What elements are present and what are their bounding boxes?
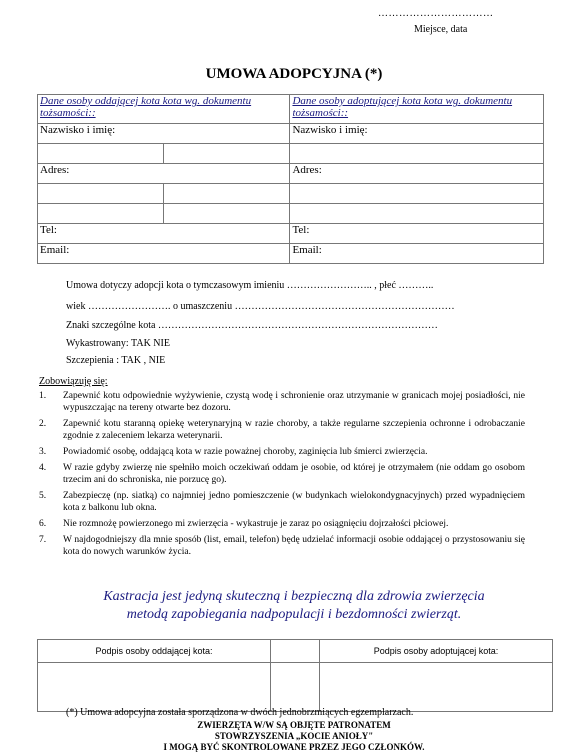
adopter-address-field[interactable]	[290, 164, 544, 184]
item-text: Powiadomić osobę, oddającą kota w razie poważnej choroby, zaginięcia lub śmierci zwierzęcia.	[63, 447, 428, 457]
adopter-address-label: Adres:	[292, 164, 322, 176]
giver-signature-label: Podpis osoby oddającej kota:	[38, 640, 271, 663]
giver-header: Dane osoby oddającej kota kota wg. dokumentu tożsamości::	[38, 95, 290, 124]
giver-blank-cell[interactable]	[38, 184, 164, 204]
adopter-signature-field[interactable]	[320, 663, 553, 712]
giver-phone-field[interactable]	[38, 224, 290, 244]
giver-blank-cell[interactable]	[164, 144, 290, 164]
item-text: Zapewnić kotu odpowiednie wyżywienie, czystą wodę i schronienie oraz utrzymanie w granicach mojej posiadłości, nie wypuszczając na tereny otwarte bez dozoru.	[63, 391, 525, 413]
cat-name-sex-line[interactable]: Umowa dotyczy adopcji kota o tymczasowym imieniu …………………….. , płeć ………..	[66, 280, 434, 291]
list-item	[39, 490, 525, 514]
adopter-blank-cell[interactable]	[290, 184, 544, 204]
signature-spacer	[271, 663, 320, 712]
giver-phone-label: Tel:	[40, 224, 57, 236]
obligations-list	[39, 390, 525, 562]
list-item	[39, 390, 525, 414]
item-text: Zabezpieczę (np. siatką) co najmniej jedno pomieszczenie (w budynkach wielokondygnacyjnych) przed wypadnięciem kota z balkonu lub okna.	[63, 491, 525, 513]
parties-table	[37, 94, 544, 264]
adopter-phone-label: Tel:	[292, 224, 310, 236]
item-text: Zapewnić kotu staranną opiekę weterynaryjną w razie choroby, a także regularne szczepienia ochronne i odrobaczanie zgodnie z zaleceniem lekarza weterynarii.	[63, 419, 525, 441]
cat-marks-line[interactable]: Znaki szczególne kota …………………………………………………………………………	[66, 320, 438, 331]
adopter-email-field[interactable]	[290, 244, 544, 264]
adopter-signature-label: Podpis osoby adoptującej kota:	[320, 640, 553, 663]
giver-address-field[interactable]	[38, 164, 290, 184]
document-title: UMOWA ADOPCYJNA (*)	[205, 66, 383, 82]
footnote: (*) Umowa adopcyjna została sporządzona w dwóch jednobrzmiących egzemplarzach.	[66, 707, 414, 718]
vaccination-line[interactable]: Szczepienia : TAK , NIE	[66, 355, 166, 366]
list-item	[39, 534, 525, 558]
patronage-line-2: STOWRZYSZENIA „KOCIE ANIOŁY"	[214, 731, 374, 741]
adopter-name-field[interactable]	[290, 124, 544, 144]
item-text: W razie gdyby zwierzę nie spełniło moich oczekiwań oddam je osobie, od której je otrzymałem (nie oddam go osobom trzecim ani do schroniska, nie porzucę go).	[63, 463, 525, 485]
giver-email-label: Email:	[40, 244, 70, 256]
list-item	[39, 418, 525, 442]
patronage-line-3: I MOGĄ BYĆ SKONTROLOWANE PRZEZ JEGO CZŁONKÓW.	[163, 742, 425, 752]
item-text: W najdogodniejszy dla mnie sposób (list, email, telefon) będę udzielać informacji osobie oddającej o przystosowaniu się kota do nowych warunków życia.	[63, 535, 525, 557]
giver-name-label: Nazwisko i imię:	[40, 124, 116, 136]
castration-line-1: Kastracja jest jedyną skuteczną i bezpieczną dla zdrowia zwierzęcia	[103, 589, 485, 604]
obligations-heading: Zobowiązuję się:	[39, 376, 108, 387]
item-number: 3.	[39, 447, 47, 457]
giver-name-field[interactable]	[38, 124, 290, 144]
list-item	[39, 446, 525, 458]
cat-age-color-line[interactable]: wiek ……………………. o umaszczeniu …………………………………………………………	[66, 301, 455, 312]
giver-blank-cell[interactable]	[164, 204, 290, 224]
giver-blank-cell[interactable]	[164, 184, 290, 204]
adopter-phone-field[interactable]	[290, 224, 544, 244]
castration-line-2: metodą zapobiegania nadpopulacji i bezdomności zwierząt.	[126, 607, 462, 622]
list-item	[39, 518, 525, 530]
giver-address-label: Adres:	[40, 164, 70, 176]
item-text: Nie rozmnożę powierzonego mi zwierzęcia - wykastruje je zaraz po osiągnięciu dojrzałości płciowej.	[63, 519, 449, 529]
list-item	[39, 462, 525, 486]
adopter-blank-cell[interactable]	[290, 204, 544, 224]
adopter-name-label: Nazwisko i imię:	[292, 124, 368, 136]
giver-signature-field[interactable]	[38, 663, 271, 712]
adopter-header: Dane osoby adoptującej kota kota wg. dokumentu tożsamości::	[290, 95, 544, 124]
place-date-field[interactable]: ……………………………	[378, 8, 494, 19]
patronage-line-1: ZWIERZĘTA W/W SĄ OBJĘTE PATRONATEM	[197, 720, 391, 730]
item-number: 2.	[39, 419, 47, 429]
place-date-label: Miejsce, data	[414, 24, 468, 35]
neutered-line[interactable]: Wykastrowany: TAK NIE	[66, 338, 170, 349]
item-number: 1.	[39, 391, 47, 401]
adopter-blank-cell[interactable]	[290, 144, 544, 164]
castration-notice	[40, 588, 548, 624]
giver-blank-cell[interactable]	[38, 144, 164, 164]
item-number: 6.	[39, 519, 47, 529]
item-number: 4.	[39, 463, 47, 473]
item-number: 7.	[39, 535, 47, 545]
signature-spacer	[271, 640, 320, 663]
item-number: 5.	[39, 491, 47, 501]
giver-email-field[interactable]	[38, 244, 290, 264]
adopter-email-label: Email:	[292, 244, 322, 256]
signatures-table	[37, 639, 553, 712]
giver-blank-cell[interactable]	[38, 204, 164, 224]
